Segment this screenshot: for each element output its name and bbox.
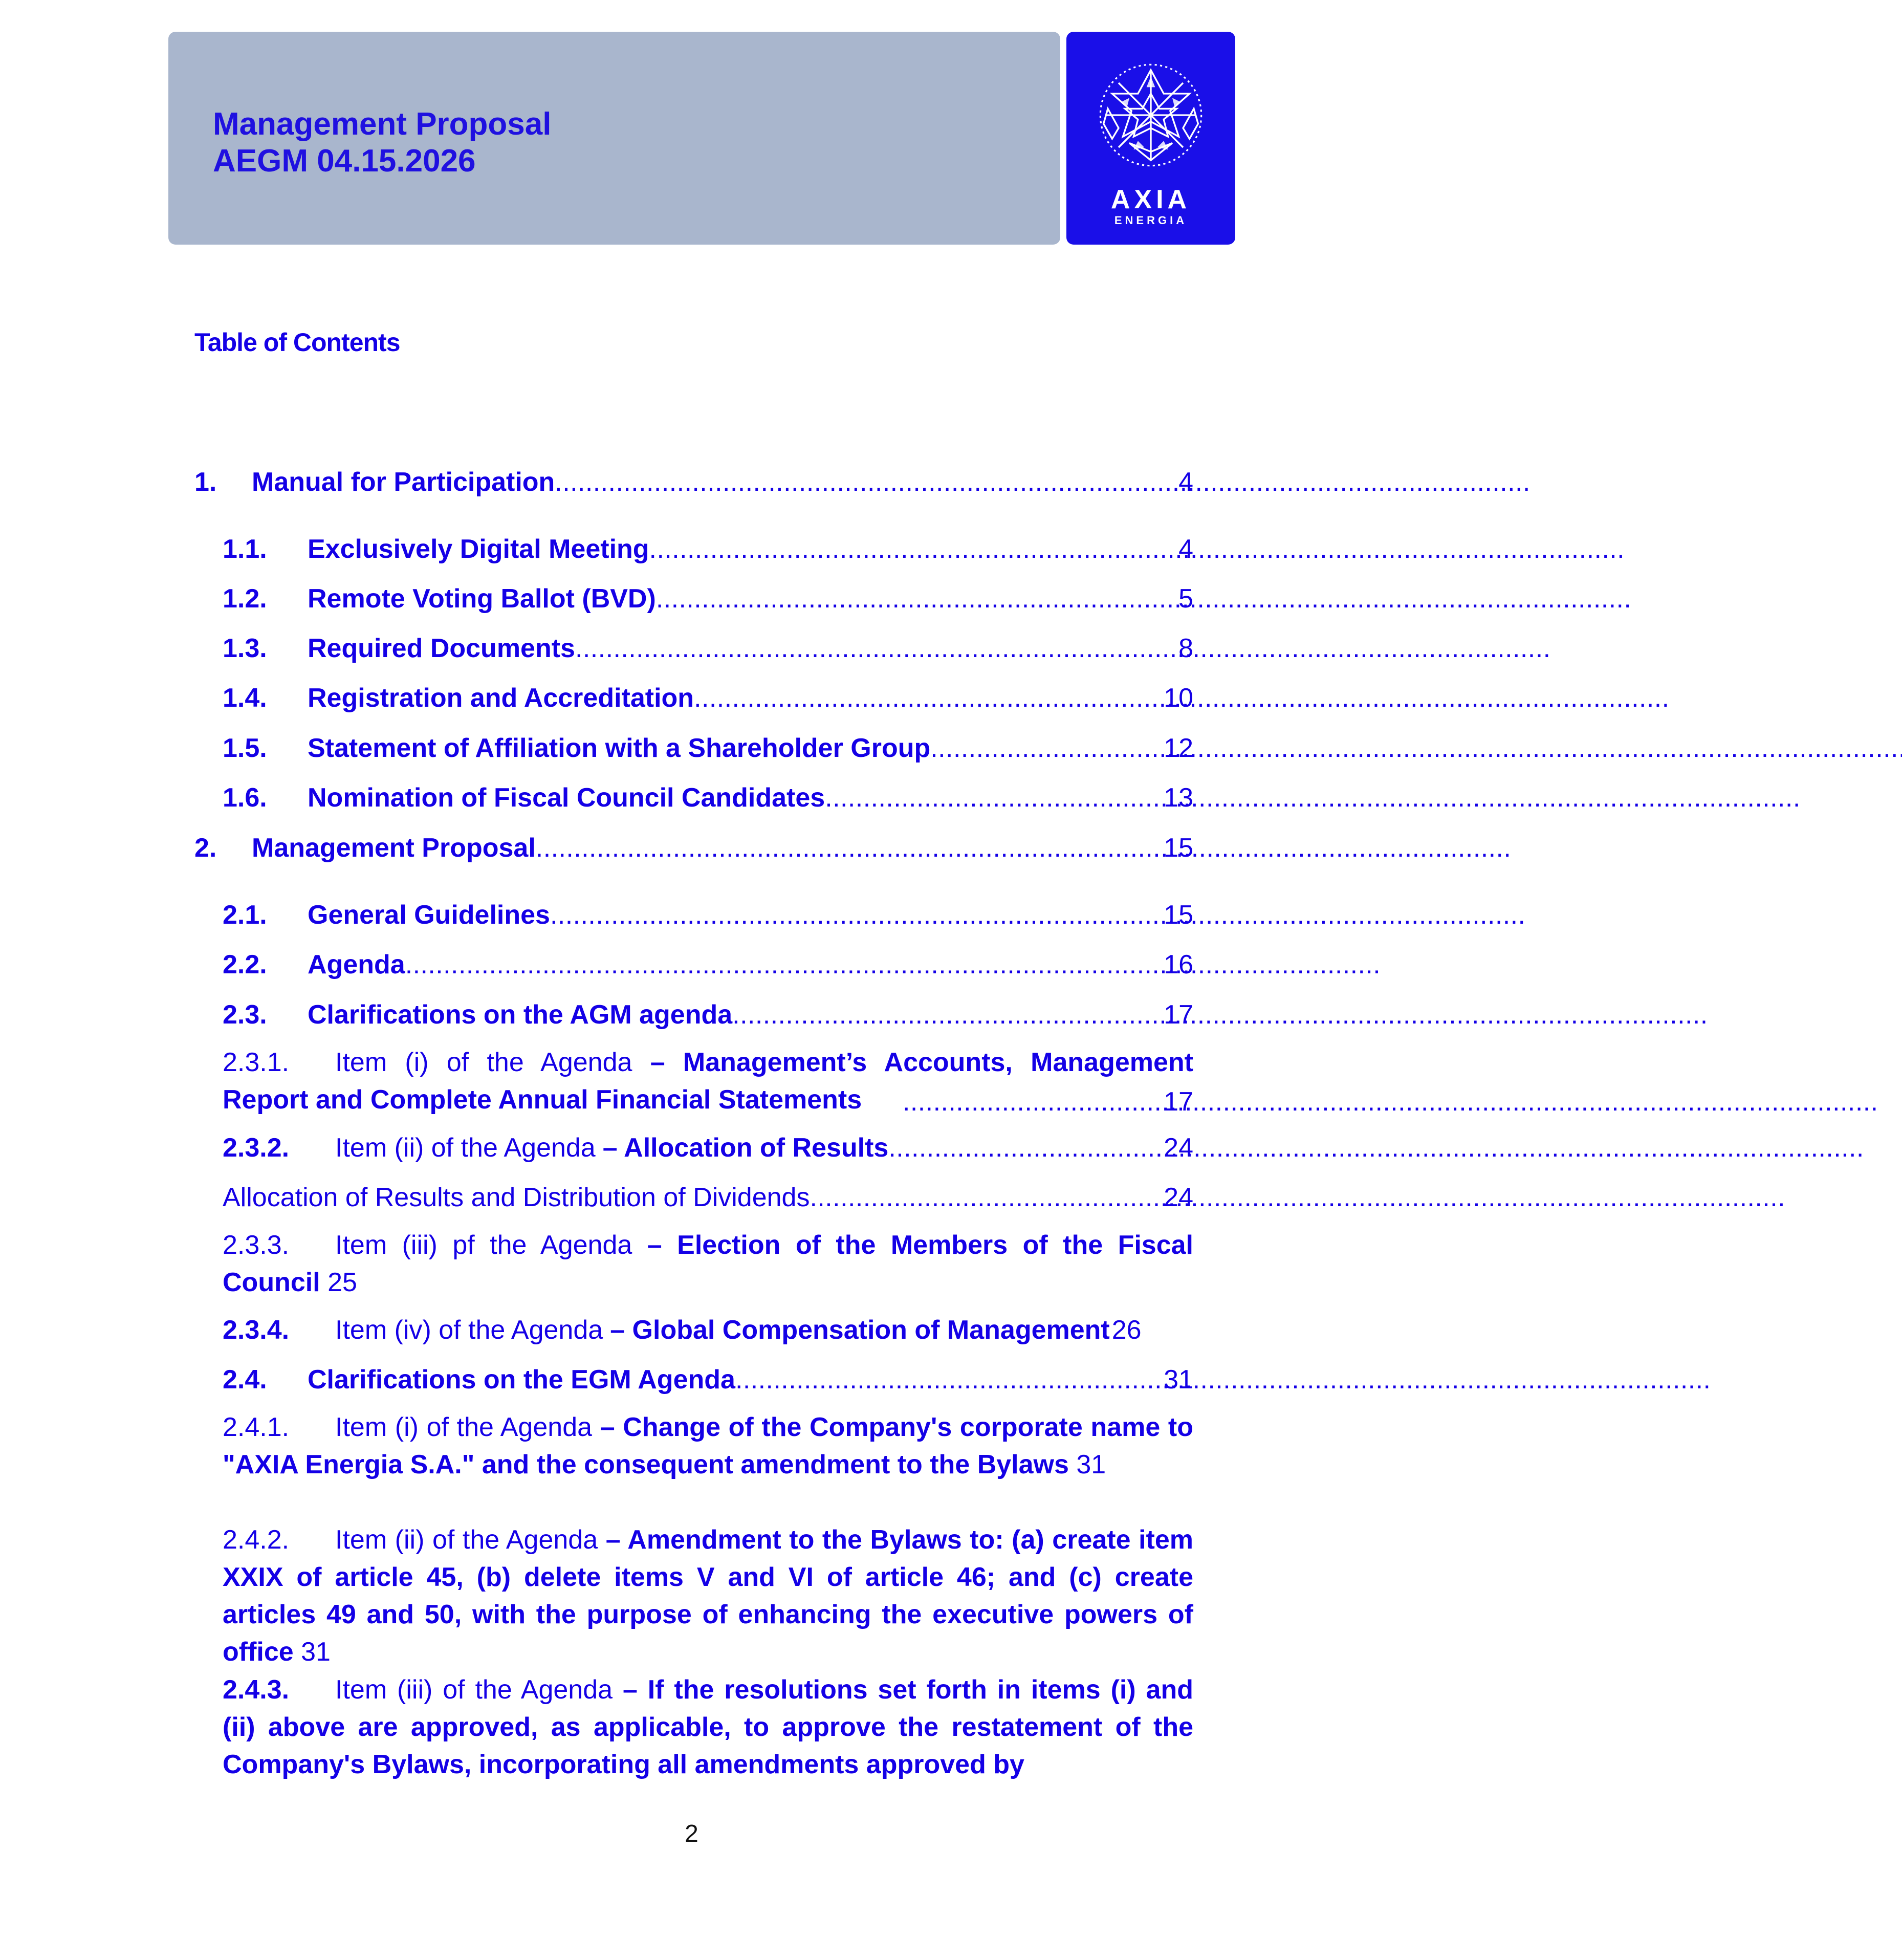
toc-entry-1-3[interactable]: 1.3. Required Documents . . . 8 [223, 632, 1193, 665]
toc-entry-1-2[interactable]: 1.2. Remote Voting Ballot (BVD) . . . 5 [223, 582, 1193, 615]
logo-wordmark: AXIA [1110, 185, 1191, 214]
toc-entry-2-4-3[interactable]: 2.4.3. Item (iii) of the Agenda – If the resolutions set forth in items (i) and (ii) above are approved, as applicable, to approve the restatement of the Company's Bylaws, incorporating all amendments approved by [223, 1675, 1193, 1779]
logo-subtitle: ENERGIA [1114, 214, 1188, 227]
axia-logo [1066, 32, 1235, 245]
toc-entry-allocation-dividends[interactable]: Allocation of Results and Distribution of Dividends . . . 24 [223, 1181, 1193, 1214]
toc-entry-1-5[interactable]: 1.5. Statement of Affiliation with a Shareholder Group . . . 12 [223, 732, 1193, 765]
globe-star-icon [1097, 61, 1205, 169]
toc-entry-2-4-1[interactable]: 2.4.1. Item (i) of the Agenda – Change of the Company's corporate name to "AXIA Energia S.A." and the consequent amendment to the Bylaws 31 [223, 1412, 1194, 1479]
page-number: 2 [685, 1820, 698, 1847]
toc-entry-1-6[interactable]: 1.6. Nomination of Fiscal Council Candidates . . . 13 [223, 781, 1193, 814]
toc-entry-2-3-1-leader: . . . 17 [903, 1085, 1193, 1118]
toc-entry-1[interactable]: 1. Manual for Participation . . . 4 [194, 466, 1193, 498]
toc-entry-2-3-2[interactable]: 2.3.2. Item (ii) of the Agenda – Allocation of Results . . . 24 [223, 1131, 1193, 1164]
toc-entry-2-4-2[interactable]: 2.4.2. Item (ii) of the Agenda – Amendment to the Bylaws to: (a) create item XXIX of article 45, (b) delete items V and VI of article 46; and (c) create articles 49 and 50, with the purpose of enhancing the executive powers of office 31 [223, 1525, 1193, 1667]
toc-entry-2-3[interactable]: 2.3. Clarifications on the AGM agenda . . . 17 [223, 998, 1193, 1031]
toc-entry-2-4[interactable]: 2.4. Clarifications on the EGM Agenda . . . 31 [223, 1363, 1193, 1396]
toc-entry-1-1[interactable]: 1.1. Exclusively Digital Meeting . . . 4 [223, 533, 1193, 565]
toc-entry-2-3-4[interactable]: 2.3.4. Item (iv) of the Agenda – Global Compensation of Management 26 [223, 1315, 1142, 1345]
toc-entry-2-1[interactable]: 2.1. General Guidelines . . . 15 [223, 899, 1193, 931]
toc-entry-2-3-3[interactable]: 2.3.3. Item (iii) pf the Agenda – Election of the Members of the Fiscal Council 25 [223, 1230, 1194, 1297]
document-title [213, 106, 551, 180]
header-band [168, 32, 1060, 245]
title-line-2: AEGM 04.15.2026 [213, 143, 476, 179]
toc-entry-2-3-1[interactable]: 2.3.1. Item (i) of the Agenda – Management’s Accounts, Management Report and Complete Annual Financial Statements [223, 1048, 1193, 1115]
toc-entry-2[interactable]: 2. Management Proposal . . . 15 [194, 832, 1193, 864]
toc-heading: Table of Contents [194, 328, 400, 357]
toc-entry-1-4[interactable]: 1.4. Registration and Accreditation . . . 10 [223, 682, 1193, 714]
toc-entry-2-2[interactable]: 2.2. Agenda . . . 16 [223, 948, 1193, 981]
title-line-1: Management Proposal [213, 106, 552, 142]
